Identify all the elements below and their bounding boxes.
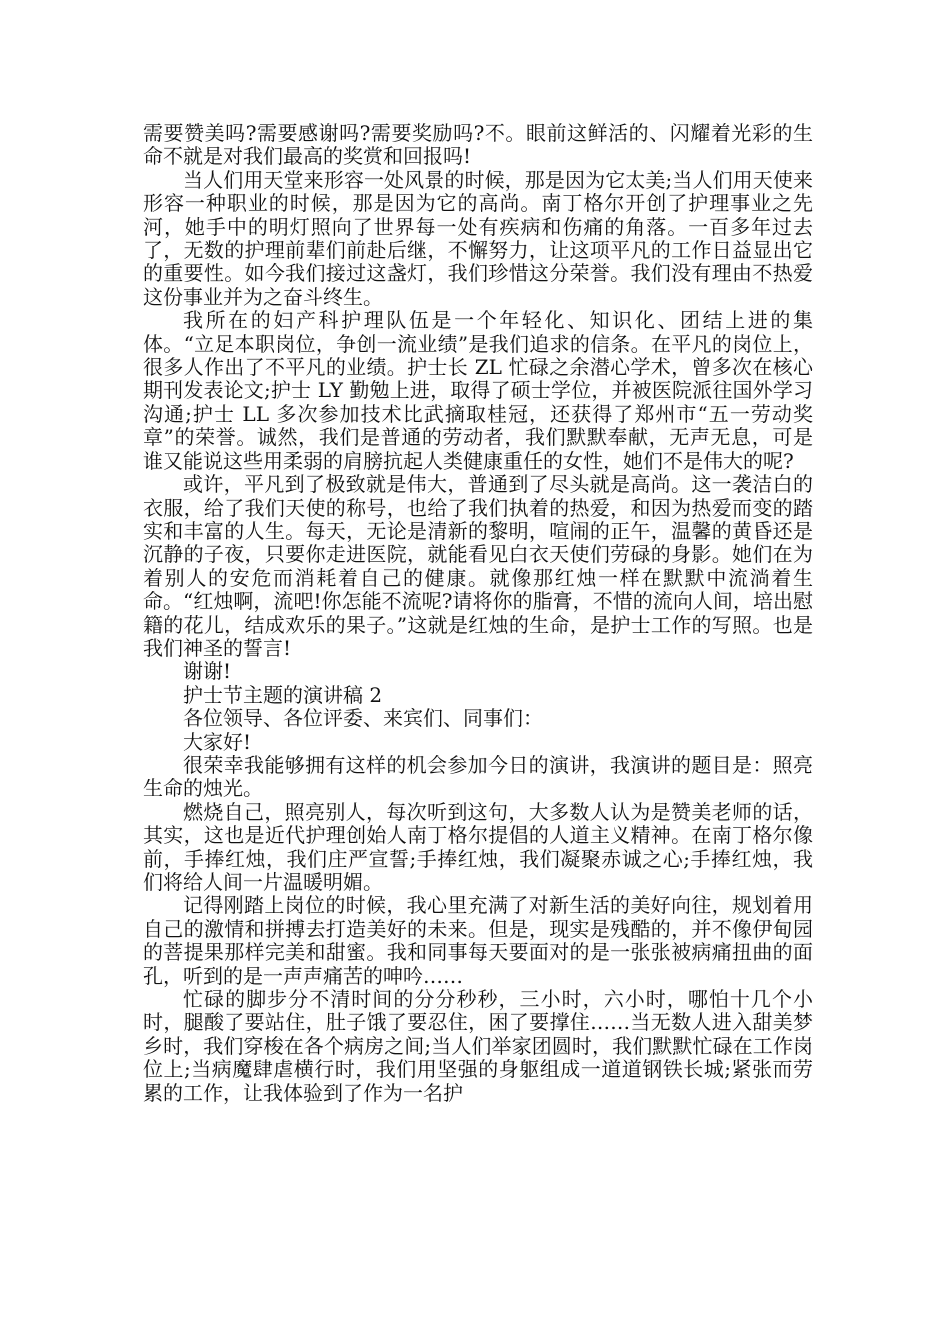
paragraph-nightingale: 当人们用天堂来形容一处风景的时候，那是因为它太美;当人们用天使来形容一种职业的时候，那是因为它的高尚。南丁格尔开创了护理事业之先河，她手中的明灯照向了世界每一处有疾病和伤痛的角落。一百多年过去了，无数的护理前辈们前赴后继，不懈努力，让这项平凡的工作日益显出它的重要性。如今我们接过这盏灯，我们珍惜这分荣誉。我们没有理由不热爱这份事业并为之奋斗终生。 [143, 167, 813, 309]
paragraph-topic: 很荣幸我能够拥有这样的机会参加今日的演讲，我演讲的题目是：照亮生命的烛光。 [143, 752, 813, 801]
document-page [143, 122, 813, 1105]
paragraph-red-candle: 或许，平凡到了极致就是伟大，普通到了尽头就是高尚。这一袭洁白的衣服，给了我们天使的称号，也给了我们执着的热爱，和因为热爱而变的踏实和丰富的人生。每天，无论是清新的黎明，喧闹的正午，温馨的黄昏还是沉静的子夜，只要你走进医院，就能看见白衣天使们劳碌的身影。她们在为着别人的安危而消耗着自己的健康。就像那红烛一样在默默中流淌着生命。“红烛啊，流吧!你怎能不流呢?请将你的脂膏，不惜的流向人间，培出慰籍的花儿，结成欢乐的果子。”这就是红烛的生命，是护士工作的写照。也是我们神圣的誓言! [143, 472, 813, 660]
paragraph-greeting: 大家好! [183, 729, 252, 754]
speech-title: 护士节主题的演讲稿 2 [183, 682, 383, 707]
paragraph-busy-steps: 忙碌的脚步分不清时间的分分秒秒，三小时，六小时，哪怕十几个小时，腿酸了要站住，肚子饿了要忍住，困了要撑住……当无数人进入甜美梦乡时，我们穿梭在各个病房之间;当人们举家团圆时，我们默默忙碌在工作岗位上;当病魔肆虐横行时，我们用坚强的身躯组成一道道钢铁长城;紧张而劳累的工作，让我体验到了作为一名护 [143, 987, 813, 1105]
paragraph-team: 我所在的妇产科护理队伍是一个年轻化、知识化、团结上进的集体。“立足本职岗位，争创一流业绩”是我们追求的信条。在平凡的岗位上，很多人作出了不平凡的业绩。护士长 ZL 忙碌之余潜心学术，曾多次在核心期刊发表论文;护士 LY 勤勉上进，取得了硕士学位，并被医院派往国外学习沟通;护士 LL 多次参加技术比武摘取桂冠，还获得了郑州市“五一劳动奖章”的荣誉。诚然，我们是普通的劳动者，我们默默奉献，无声无息，可是谁又能说这些用柔弱的肩膀抗起人类健康重任的女性，她们不是伟大的呢? [143, 308, 813, 473]
paragraph-thanks: 谢谢! [183, 659, 232, 684]
paragraph-first-day: 记得刚踏上岗位的时候，我心里充满了对新生活的美好向往，规划着用自己的激情和拼搏去打造美好的未来。但是，现实是残酷的，并不像伊甸园的菩提果那样完美和甜蜜。我和同事每天要面对的是一张张被病痛扭曲的面孔，听到的是一声声痛苦的呻吟…… [143, 893, 813, 988]
paragraph-salutation: 各位领导、各位评委、来宾们、同事们： [183, 706, 543, 731]
paragraph-continuation: 需要赞美吗?需要感谢吗?需要奖励吗?不。眼前这鲜活的、闪耀着光彩的生命不就是对我们最高的奖赏和回报吗! [143, 121, 813, 169]
paragraph-burning-self: 燃烧自己，照亮别人，每次听到这句，大多数人认为是赞美老师的话，其实，这也是近代护理创始人南丁格尔提倡的人道主义精神。在南丁格尔像前，手捧红烛，我们庄严宣誓;手捧红烛，我们凝聚赤诚之心;手捧红烛，我们将给人间一片温暖明媚。 [143, 799, 813, 894]
